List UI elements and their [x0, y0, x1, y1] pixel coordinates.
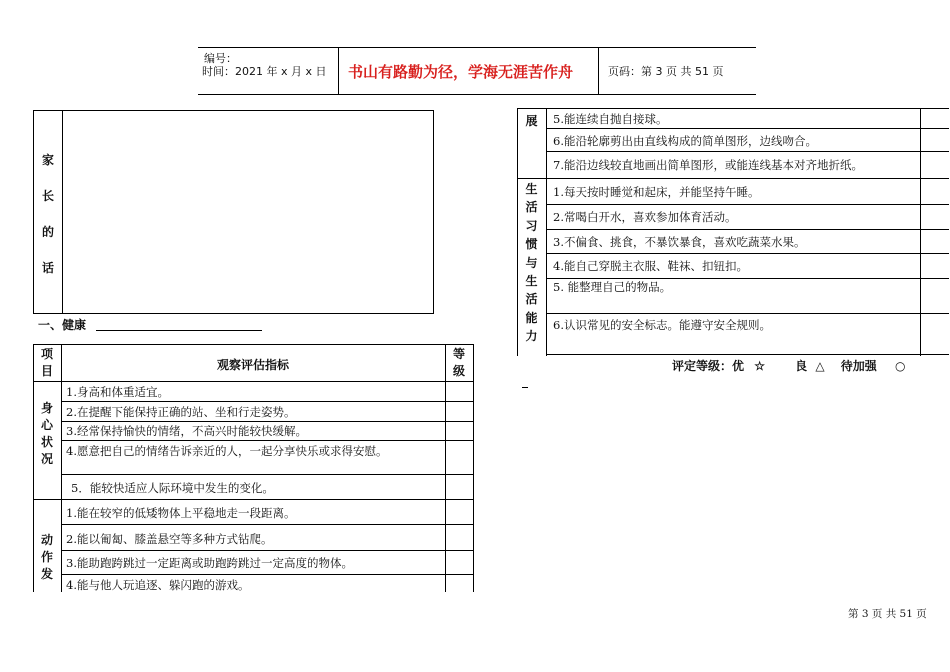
table-row: 5. 能整理自己的物品。	[553, 280, 672, 294]
col-item-char-1: 项	[40, 347, 53, 361]
star-icon: ☆	[754, 359, 765, 373]
col-item-header	[33, 346, 61, 380]
group-life-char-6: 生	[525, 274, 538, 289]
group-life-char-7: 活	[525, 292, 538, 307]
health-table	[33, 344, 474, 592]
table-row: 1.身高和体重适宜。	[66, 385, 169, 399]
table-row: 3.不偏食、挑食，不暴饮暴食，喜欢吃蔬菜水果。	[553, 235, 806, 249]
group-life-char-8: 能	[525, 310, 538, 325]
col-item-char-2: 目	[40, 364, 53, 378]
parents-char-4: 话	[41, 261, 54, 275]
parents-char-3: 的	[41, 225, 54, 239]
good-label: 良	[795, 359, 808, 373]
serial-label: 编号：	[204, 52, 237, 65]
parents-words-box	[33, 110, 434, 314]
col-grade-char-1: 等	[452, 347, 465, 361]
development-table	[517, 108, 949, 356]
group-motion-label	[33, 532, 61, 583]
rating-line	[672, 357, 905, 374]
group-life-char-2: 活	[525, 200, 538, 215]
group-life-char-3: 习	[525, 218, 538, 233]
table-row: 1.每天按时睡觉和起床，并能坚持午睡。	[553, 185, 760, 199]
group-zhan-label: 展	[525, 114, 538, 128]
group-mind-char-2: 心	[40, 418, 53, 432]
table-row: 6.认识常见的安全标志。能遵守安全规则。	[553, 318, 771, 332]
table-row: 1.能在较窄的低矮物体上平稳地走一段距离。	[66, 506, 296, 520]
group-life-char-9: 力	[525, 329, 538, 344]
parents-words-label	[34, 151, 62, 295]
col-grade-char-2: 级	[452, 364, 465, 378]
table-row: 4.能与他人玩追逐、躲闪跑的游戏。	[66, 578, 250, 592]
table-row: 5.能连续自抛自接球。	[553, 112, 668, 126]
table-row: 7.能沿边线较直地画出简单图形，或能连线基本对齐地折纸。	[553, 158, 863, 172]
table-row: 2.常喝白开水，喜欢参加体育活动。	[553, 210, 737, 224]
group-motion-char-2: 作	[40, 550, 53, 564]
group-mind-char-3: 状	[40, 435, 53, 449]
table-row: 6.能沿轮廓剪出由直线构成的简单图形，边线吻合。	[553, 134, 817, 148]
table-row: 2.在提醒下能保持正确的站、坐和行走姿势。	[66, 405, 296, 419]
table-row: 4.能自己穿脱主衣服、鞋袜、扣钮扣。	[553, 259, 748, 273]
group-motion-char-3: 发	[40, 567, 53, 581]
section-health-title: 一、健康	[38, 318, 87, 332]
improve-label: 待加强	[840, 359, 877, 373]
group-life-char-1: 生	[525, 182, 538, 196]
group-mind-label	[33, 400, 61, 468]
group-mind-char-4: 况	[40, 452, 53, 466]
circle-icon: ○	[894, 359, 906, 373]
group-mind-char-1: 身	[40, 401, 53, 415]
group-life-char-5: 与	[525, 255, 538, 270]
group-life-char-4: 惯	[525, 237, 538, 252]
table-row: 4.愿意把自己的情绪告诉亲近的人，一起分享快乐或求得安慰。	[66, 444, 388, 458]
table-row: 2.能以匍匐、膝盖悬空等多种方式钻爬。	[66, 532, 273, 546]
rating-label: 评定等级：优	[672, 359, 745, 373]
table-row: 5．能较快适应人际环境中发生的变化。	[71, 481, 274, 495]
group-motion-char-1: 动	[40, 533, 53, 547]
table-row: 3.能助跑跨跳过一定距离或助跑跨跳过一定高度的物体。	[66, 556, 353, 570]
page-code: 页码：第 3 页 共 51 页	[608, 65, 724, 78]
motto: 书山有路勤为径，学海无涯苦作舟	[348, 63, 574, 81]
col-indicator-header: 观察评估指标	[216, 358, 289, 372]
table-row: 3.经常保持愉快的情绪，不高兴时能较快缓解。	[66, 424, 307, 438]
group-life-label	[517, 180, 546, 346]
footer-page: 第 3 页 共 51 页	[848, 608, 927, 620]
col-grade-header	[445, 346, 473, 380]
parents-char-1: 家	[41, 153, 54, 167]
date-label: 时间：2021 年 x 月 x 日	[202, 65, 327, 78]
triangle-icon: △	[815, 359, 825, 373]
header	[198, 47, 756, 95]
parents-char-2: 长	[41, 189, 54, 203]
